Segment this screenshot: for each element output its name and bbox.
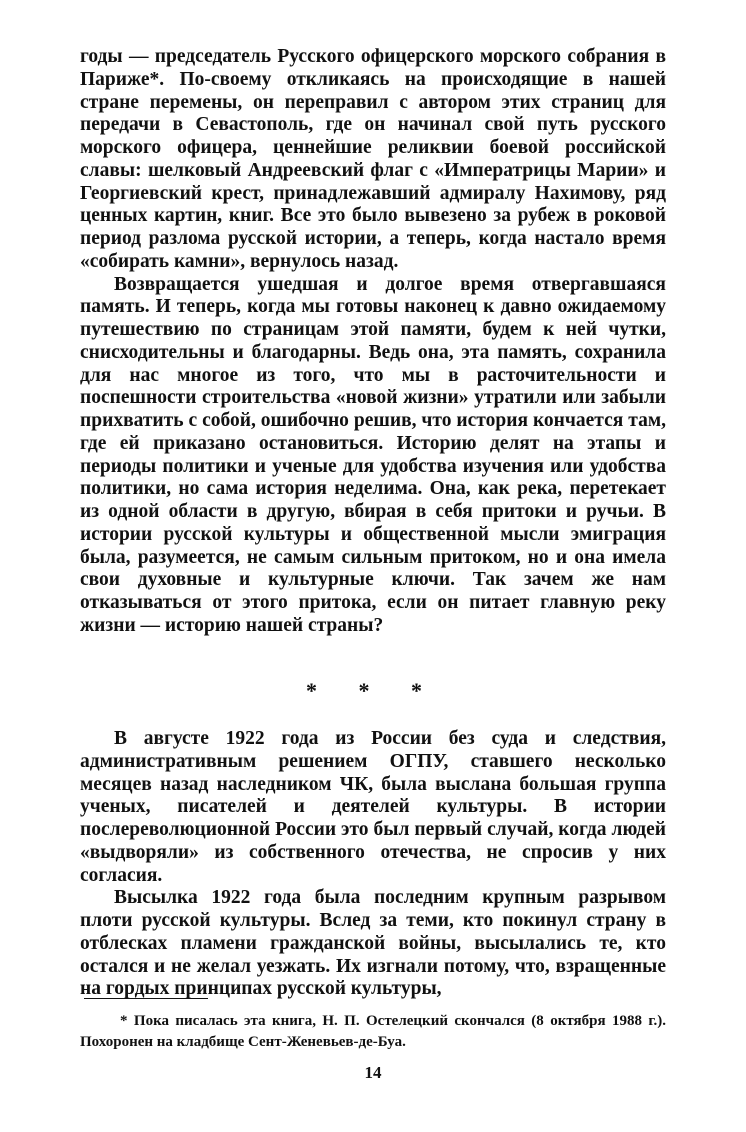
footnote-text: * Пока писалась эта книга, Н. П. Остелецкий скончался (8 октября 1988 г.). Похоронен на кладбище Сент-Женевьев-де-Буа. [80, 1013, 666, 1050]
footnote-rule [84, 998, 208, 999]
paragraph-3: В августе 1922 года из России без суда и следствия, административным решением ОГПУ, ставшего несколько месяцев назад наследником ЧК, была выслана большая группа ученых, писателей и деятелей культуры. В истории послереволюционной России это был первый случай, когда людей «выдворяли» из собственного отечества, не спросив у них согласия. [80, 728, 666, 886]
paragraph-1: годы — председатель Русского офицерского морского собрания в Париже*. По-своему откликаясь на происходящие в нашей стране перемены, он переправил с автором этих страниц для передачи в Севастополь, где он начинал свой путь русского морского офицера, ценнейшие реликвии боевой российской славы: шелковый Андреевский флаг с «Императрицы Марии» и Георгиевский крест, принадлежавший адмиралу Нахимову, ряд ценных картин, книг. Все это было вывезено за рубеж в роковой период разлома русской истории, а теперь, когда настало время «собирать камни», вернулось назад. [80, 46, 666, 272]
body-text-top [80, 46, 666, 638]
page-number: 14 [364, 1063, 382, 1082]
paragraph-2: Возвращается ушедшая и долгое время отвергавшаяся память. И теперь, когда мы готовы наконец к давно ожидаемому путешествию по страницам этой памяти, будем к ней чутки, снисходительны и благодарны. Ведь она, эта память, сохранила для нас многое из того, что мы в расточительности и поспешности строительства «новой жизни» утратили или забыли прихватить с собой, ошибочно решив, что история кончается там, где ей приказано остановиться. Историю делят на этапы и периоды политики и ученые для удобства изучения или удобства политики, но сама история неделима. Она, как река, перетекает из одной области в другую, вбирая в себя притоки и ручьи. В истории русской культуры и общественной мысли эмиграция была, разумеется, не самым сильным притоком, но и она имела свои духовные и культурные ключи. Так зачем же нам отказываться от этого притока, если он питает главную реку жизни — историю нашей страны? [80, 273, 666, 636]
paragraph-4: Высылка 1922 года была последним крупным разрывом плоти русской культуры. Вслед за теми, кто покинул страну в отблесках пламени гражданской войны, высылались те, кто остался и не желал уезжать. Их изгнали потому, что, взращенные на гордых принципах русской культуры, [80, 887, 666, 1000]
body-text-bottom [80, 728, 666, 1001]
footnote [80, 1011, 666, 1053]
section-separator: * * * [306, 678, 440, 703]
